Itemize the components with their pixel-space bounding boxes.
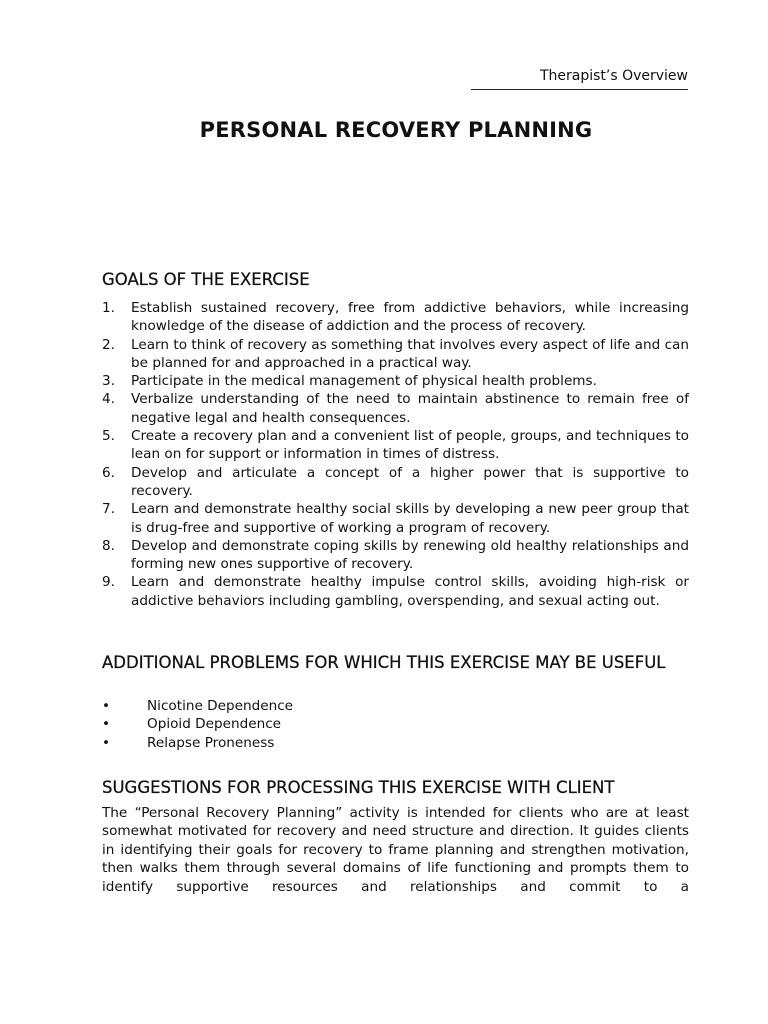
- goal-number: 8.: [102, 537, 115, 554]
- bullet-icon: •: [102, 698, 111, 714]
- problem-text: Opioid Dependence: [147, 716, 282, 733]
- goal-item: [102, 500, 689, 537]
- goal-text: Create a recovery plan and a convenient list of people, groups, and techniques to lean on for support or information in times of distress.: [131, 428, 689, 463]
- goal-number: 3.: [102, 373, 115, 390]
- page-title: PERSONAL RECOVERY PLANNING: [199, 118, 593, 142]
- goal-item: [102, 390, 689, 427]
- running-header: Therapist’s Overview: [471, 68, 688, 90]
- goal-item: [102, 537, 689, 574]
- goal-text: Learn to think of recovery as something that involves every aspect of life and can be planned for and approached in a practical way.: [131, 336, 689, 371]
- suggestions-paragraph: The “Personal Recovery Planning” activity is intended for clients who are at least somewhat motivated for recovery and need structure and direction. It guides clients in identifying their goals for recovery to frame planning and strengthen motivation, then walks them through several domains of life functioning and prompts them to identify supportive resources and relationships and commit to a: [102, 805, 689, 895]
- goals-list: [102, 299, 689, 610]
- goal-number: 1.: [102, 300, 115, 316]
- goals-heading: GOALS OF THE EXERCISE: [102, 270, 310, 289]
- problem-item: [102, 715, 293, 733]
- goal-item: [102, 372, 689, 390]
- goal-number: 5.: [102, 428, 115, 445]
- goal-number: 9.: [102, 574, 115, 591]
- problem-text: Relapse Proneness: [147, 734, 275, 751]
- goal-number: 6.: [102, 464, 115, 481]
- goal-number: 4.: [102, 391, 115, 408]
- goal-text: Develop and demonstrate coping skills by renewing old healthy relationships and forming new ones supportive of recovery.: [131, 537, 689, 573]
- bullet-icon: •: [102, 734, 111, 751]
- additional-problems-list: [102, 697, 293, 752]
- problem-text: Nicotine Dependence: [147, 698, 294, 714]
- goal-item: [102, 299, 689, 336]
- suggestions-heading: SUGGESTIONS FOR PROCESSING THIS EXERCISE WITH CLIENT: [102, 778, 615, 797]
- goal-item: [102, 464, 689, 501]
- goal-item: [102, 573, 689, 610]
- goal-text: Verbalize understanding of the need to maintain abstinence to remain free of negative legal and health consequences.: [131, 391, 689, 426]
- goal-text: Participate in the medical management of physical health problems.: [131, 373, 597, 390]
- goal-text: Establish sustained recovery, free from addictive behaviors, while increasing knowledge of the disease of addiction and the process of recovery.: [131, 300, 689, 335]
- problem-item: [102, 697, 293, 715]
- problem-item: [102, 734, 293, 752]
- goal-number: 7.: [102, 501, 115, 518]
- bullet-icon: •: [102, 716, 111, 733]
- goal-text: Develop and articulate a concept of a higher power that is supportive to recovery.: [131, 464, 689, 499]
- additional-heading: ADDITIONAL PROBLEMS FOR WHICH THIS EXERCISE MAY BE USEFUL: [102, 653, 666, 672]
- goal-text: Learn and demonstrate healthy impulse control skills, avoiding high-risk or addictive behaviors including gambling, overspending, and sexual acting out.: [131, 574, 689, 609]
- goal-number: 2.: [102, 336, 115, 353]
- goal-item: [102, 336, 689, 373]
- goal-text: Learn and demonstrate healthy social skills by developing a new peer group that is drug-free and supportive of working a program of recovery.: [131, 501, 689, 536]
- goal-item: [102, 427, 689, 464]
